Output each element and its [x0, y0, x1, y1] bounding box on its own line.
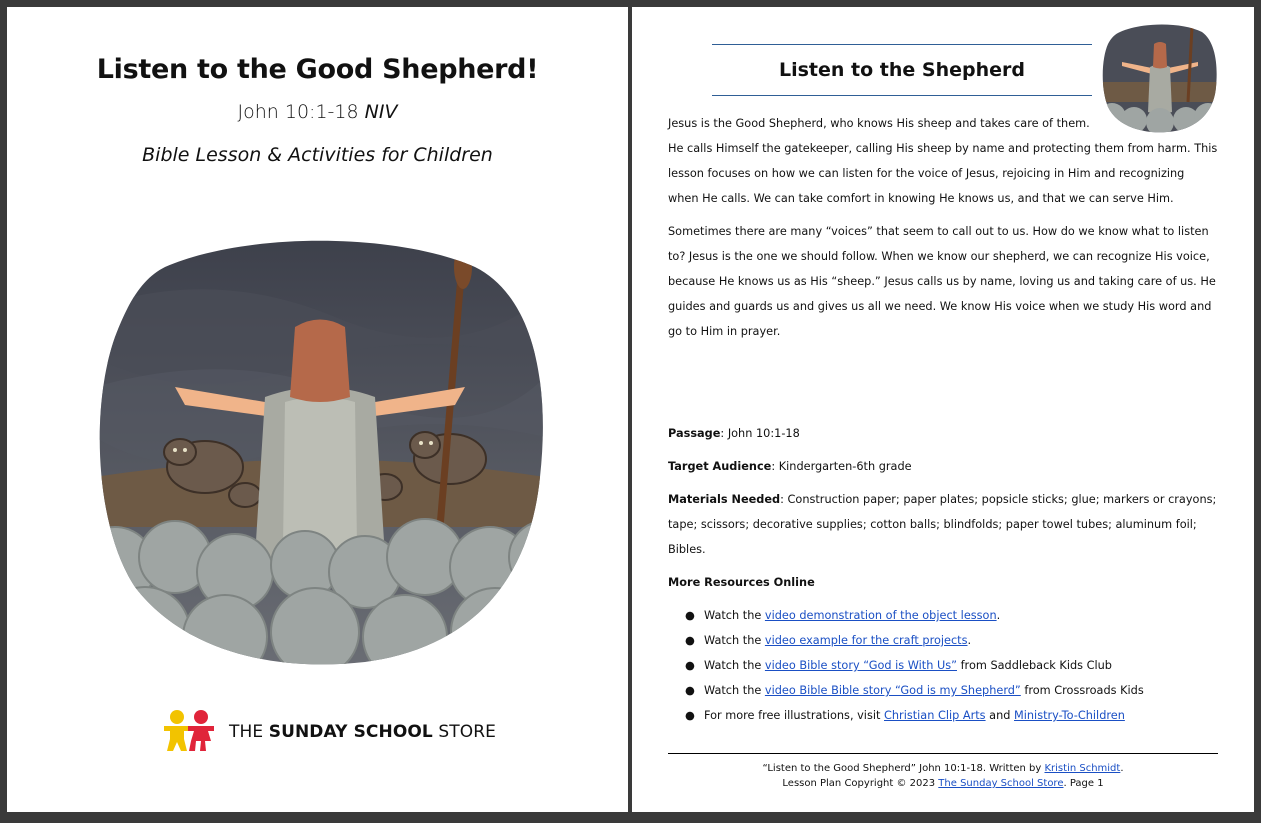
footer-divider	[668, 753, 1218, 754]
resource-text-after: from Saddleback Kids Club	[956, 659, 1112, 672]
lesson-page	[632, 7, 1254, 812]
bullet-icon: ●	[685, 659, 695, 672]
list-item	[668, 678, 1218, 703]
reference-text: John 10:1-18	[237, 101, 359, 123]
resource-text-after: from Crossroads Kids	[1020, 684, 1144, 697]
store-name	[229, 722, 496, 742]
resource-text-after: .	[996, 609, 1001, 622]
resources-heading: More Resources Online	[668, 576, 815, 589]
footer-page-number: . Page 1	[1063, 778, 1104, 789]
title-top-rule	[712, 44, 1092, 45]
list-item	[668, 628, 1218, 653]
footer-credit-text: “Listen to the Good Shepherd” John 10:1-18. Written by	[762, 763, 1045, 774]
intro-line-2: He calls Himself the gatekeeper, calling His sheep by name and protecting them from harm. This lesson focuses on how we can listen for the voice of Jesus, rejoicing in Him and recognizing when He calls. We can take comfort in knowing He knows us, and that we can serve Him.	[668, 142, 1218, 205]
resources-list	[668, 603, 1218, 728]
audience-label: Target Audience	[668, 460, 772, 473]
resource-text: Watch the	[704, 634, 765, 647]
resource-text: Watch the	[704, 659, 765, 672]
cover-subtitle: Bible Lesson & Activities for Children	[142, 144, 493, 166]
materials-line	[668, 487, 1218, 562]
title-bottom-rule	[712, 95, 1092, 96]
lesson-title: Listen to the Shepherd	[779, 59, 1025, 81]
bullet-icon: ●	[685, 684, 695, 697]
god-is-my-shepherd-video-link[interactable]: video Bible Bible story “God is my Shepherd”	[764, 684, 1021, 697]
footer-line-1	[668, 761, 1218, 776]
resource-text-after: .	[967, 634, 972, 647]
voices-paragraph: Sometimes there are many “voices” that seem to call out to us. How do we know what to listen to? Jesus is the one we should follow. When we know our shepherd, we can recognize His voice, because He knows us as His “sheep.” Jesus calls us by name, loving us and taking care of us. He guides and guards us and gives us all we need. We know His voice when we study His word and go to Him in prayer.	[668, 225, 1216, 338]
footer-line-2	[668, 776, 1218, 791]
resource-text: Watch the	[704, 609, 765, 622]
cover-page	[7, 7, 628, 812]
footer-period: .	[1120, 763, 1124, 774]
children-figures-icon	[159, 707, 221, 755]
page-footer	[668, 761, 1218, 791]
logo-prefix: THE	[229, 722, 264, 742]
passage-value: : John 10:1-18	[720, 427, 800, 440]
store-link[interactable]: The Sunday School Store	[938, 778, 1064, 789]
resource-text-mid: and	[985, 709, 1015, 722]
author-link[interactable]: Kristin Schmidt	[1044, 763, 1121, 774]
cover-title: Listen to the Good Shepherd!	[96, 54, 539, 85]
shepherd-illustration	[95, 227, 545, 667]
footer-copyright-text: Lesson Plan Copyright © 2023	[782, 778, 939, 789]
ministry-to-children-link[interactable]: Ministry-To-Children	[1014, 709, 1125, 722]
materials-label: Materials Needed	[668, 493, 781, 506]
audience-value: : Kindergarten-6th grade	[771, 460, 912, 473]
object-lesson-video-link[interactable]: video demonstration of the object lesson	[764, 609, 997, 622]
intro-line-1: Jesus is the Good Shepherd, who knows His sheep and takes care of them.	[668, 117, 1090, 130]
list-item	[668, 603, 1218, 628]
resources-heading-line	[668, 570, 1218, 595]
logo-suffix: STORE	[438, 722, 496, 742]
resource-text: Watch the	[704, 684, 765, 697]
materials-value: : Construction paper; paper plates; popsicle sticks; glue; markers or crayons; tape; scissors; decorative supplies; cotton balls; blindfolds; paper towel tubes; aluminum foil; Bibles.	[668, 493, 1217, 556]
bible-version: NIV	[364, 101, 398, 123]
list-item	[668, 653, 1218, 678]
christian-clip-arts-link[interactable]: Christian Clip Arts	[884, 709, 986, 722]
bullet-icon: ●	[685, 709, 695, 722]
list-item	[668, 703, 1218, 728]
audience-line	[668, 454, 1218, 479]
scripture-reference	[7, 101, 628, 123]
store-logo	[159, 707, 499, 757]
passage-label: Passage	[668, 427, 721, 440]
intro-paragraph	[668, 111, 1218, 211]
logo-bold: SUNDAY SCHOOL	[268, 722, 433, 742]
craft-video-link[interactable]: video example for the craft projects	[764, 634, 968, 647]
bullet-icon: ●	[685, 634, 695, 647]
bullet-icon: ●	[685, 609, 695, 622]
passage-line	[668, 421, 1218, 446]
resource-text: For more free illustrations, visit	[704, 709, 884, 722]
god-is-with-us-video-link[interactable]: video Bible story “God is With Us”	[764, 659, 957, 672]
